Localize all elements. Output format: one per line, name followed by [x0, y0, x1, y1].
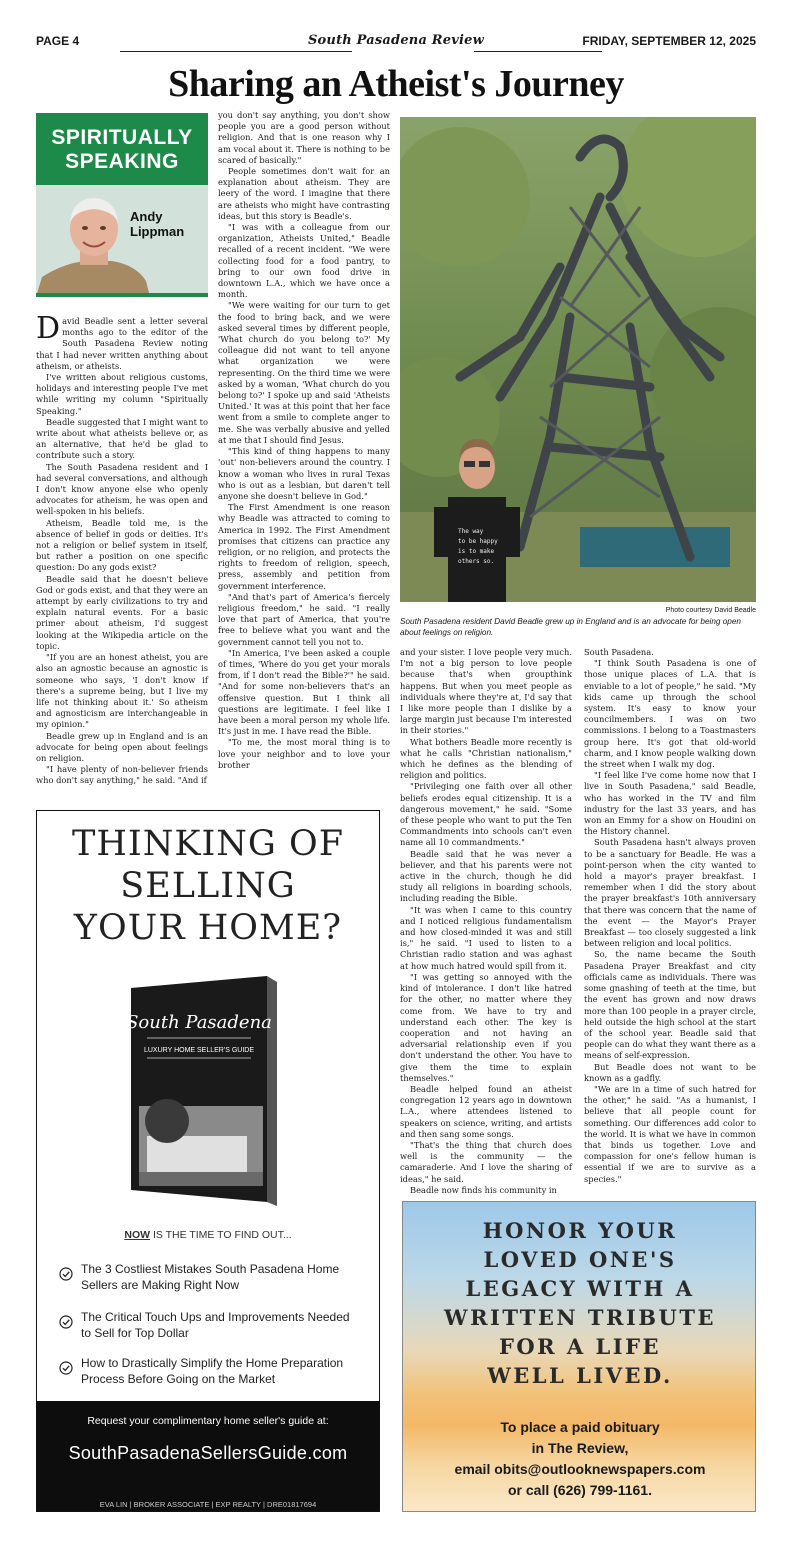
- article-paragraph: "To me, the most moral thing is to love your neighbor and to love your brother: [218, 737, 390, 770]
- article-paragraph: "I think South Pasadena is one of those unique places of L.A. that is enviable to a lot of people," he said. "My kids came up through the school system. It's easy to know your councilmembers. I was on two commissions. I belong to a Toastmasters group here. It's got that old-world charm, and I know people walking down the street when I walk my dog.: [584, 658, 756, 770]
- article-column-4: [584, 647, 756, 1185]
- author-last-name: Lippman: [130, 224, 185, 239]
- article-paragraph: "This kind of thing happens to many 'out' non-believers around the country. I know a woman who lives in rural Texas who is out as a lesbian, but daren't tell anyone she doesn't believe in God.": [218, 446, 390, 501]
- article-paragraph: and your sister. I love people very much. I'm not a big person to love people because that's when groupthink happens. But when you meet people as individuals where they're at, I'd say that I like more people than I dislike by a large margin just because I'm interested in their stories.": [400, 647, 572, 736]
- page-header: [36, 34, 756, 52]
- column-name-line1: SPIRITUALLY: [51, 126, 193, 149]
- article-paragraph: Beadle said that he was never a believer, and that his parents were not active in the church, though he did study all religions in boarding schools, including reading the Bible.: [400, 848, 572, 904]
- book-cover: [127, 976, 305, 1206]
- header-rule-left: [120, 51, 352, 52]
- obituary-info-line: To place a paid obituary: [500, 1419, 660, 1435]
- obituary-info-line: in The Review,: [531, 1440, 629, 1456]
- obituary-line: HONOR YOUR: [482, 1218, 678, 1243]
- ad-website-link[interactable]: SouthPasadenaSellersGuide.com: [68, 1443, 348, 1463]
- page-number: PAGE 4: [36, 34, 80, 48]
- ad-agent-info: EVA LIN | BROKER ASSOCIATE | EXP REALTY | DRE01817694: [99, 1500, 317, 1509]
- check-circle-icon: [59, 1267, 73, 1281]
- ad-subhead-text: IS THE TIME TO FIND OUT...: [150, 1229, 292, 1241]
- ad-subhead-emphasis: NOW: [124, 1229, 151, 1241]
- ad-benefit-text: How to Drastically Simplify the Home Preparation Process Before Going on the Market: [81, 1356, 344, 1386]
- ad-benefit-item: [59, 1309, 359, 1341]
- article-paragraph: "I feel like I've come home now that I live in South Pasadena," said Beadle, who has worked in the TV and film industry for the last 33 years, and has won an Emmy for a show on Houdini on the History channel.: [584, 770, 756, 837]
- article-paragraph: Beadle said that he doesn't believe God or gods exist, and that they were an attempt by early civilizations to try and explain natural events. For a basic primer about atheism, I'd suggest looking at the Wikipedia article on the topic.: [36, 573, 208, 651]
- book-subtitle: LUXURY HOME SELLER'S GUIDE: [143, 1047, 255, 1054]
- article-paragraph: But Beadle does not want to be known as a gadfly.: [584, 1061, 756, 1083]
- check-circle-icon: [59, 1315, 73, 1329]
- article-paragraph: Beadle grew up in England and is an advocate for being open about feelings on religion.: [36, 730, 208, 763]
- ad-headline-line2: SELLING: [120, 866, 296, 906]
- article-photo: [400, 117, 756, 602]
- article-paragraph: "If you are an honest atheist, you are also an agnostic because an agnostic is someone who says, 'I don't know if there's a supreme being, but I live my life not thinking about it.' So atheism and agnosticism are interchangeable in my opinion.": [36, 652, 208, 730]
- obituary-line: LEGACY WITH A: [465, 1276, 695, 1301]
- article-paragraph: "I was getting so annoyed with the kind of intolerance. I don't like hatred for the other, no matter where they come from. We have to try and understand each other. The key is cooperation and not having an adversarial relationship even if you don't understand the other. You have to give them the time to explain themselves.": [400, 971, 572, 1083]
- article-paragraph: you don't say anything, you don't show people you are a good person without religion. And that is one reason why I am vocal about it. There is nothing to be scared of basically.": [218, 110, 390, 165]
- author-name: [130, 209, 184, 239]
- article-paragraph: "In America, I've been asked a couple of times, 'Where do you get your morals from, if I don't read the Bible?'" he said. "And for some non-believers that's an offensive question. But I think all questions are legitimate. I feel like I have been a moral person my whole life. It's just in me. I have read the Bible.: [218, 647, 390, 737]
- sculpture-photo: [400, 117, 756, 602]
- obituary-line: FOR A LIFE: [498, 1334, 662, 1359]
- issue-date: FRIDAY, SEPTEMBER 12, 2025: [582, 34, 756, 48]
- svg-text:others so.: others so.: [458, 558, 495, 565]
- column-banner: [36, 113, 208, 185]
- obituary-email[interactable]: email obits@outlooknewspapers.com: [454, 1461, 706, 1477]
- article-paragraph: "I was with a colleague from our organization, Atheists United," Beadle recalled of a recent incident. "We were collecting food for a food pantry, to bring to our own food drive in downtown L.A., which we have once a month.: [218, 222, 390, 300]
- svg-text:is to make: is to make: [458, 548, 495, 555]
- obituary-line: WRITTEN TRIBUTE: [444, 1305, 716, 1330]
- photo-credit: Photo courtesy David Beadle: [665, 607, 756, 614]
- header-rule-right: [474, 51, 602, 52]
- obituary-phone[interactable]: or call (626) 799-1161.: [508, 1482, 652, 1498]
- guide-book-image: [127, 976, 305, 1206]
- obituary-line: LOVED ONE'S: [483, 1247, 677, 1272]
- article-paragraph: "Privileging one faith over all other beliefs erodes equal citizenship. It is a dangerous movement," he said. "Some of these people who want to put the Ten Commandments into schools can't even name all 10 commandments.": [400, 781, 572, 848]
- article-headline: Sharing an Atheist's Journey: [168, 63, 624, 105]
- ad-benefit-item: [59, 1355, 359, 1387]
- article-paragraph: Beadle helped found an atheist congregation 12 years ago in downtown L.A., where attendees listened to speakers on science, writing, and artists and then sang some songs.: [400, 1083, 572, 1139]
- obituary-message: [403, 1216, 756, 1390]
- article-paragraph: Atheism, Beadle told me, is the absence of belief in gods or deities. It's not a religion or belief system in itself, but rather a position on one specific question: Do any gods exist?: [36, 517, 208, 573]
- article-paragraph: What bothers Beadle more recently is what he calls "Christian nationalism," which he defines as the blending of religion and politics.: [400, 736, 572, 781]
- article-paragraph: "And that's part of America's fiercely religious freedom," he said. "I really love that part of America, that you're free to believe what you want and the government cannot tell you not to.: [218, 591, 390, 647]
- ad-benefit-text: The 3 Costliest Mistakes South Pasadena Home Sellers are Making Right Now: [81, 1262, 340, 1292]
- article-paragraph: The South Pasadena resident and I had several conversations, and although I don't know anyone else who openly advocates for atheism, he was open and well-spoken in his beliefs.: [36, 461, 208, 517]
- article-paragraph: South Pasadena hasn't always proven to be a sanctuary for Beadle. He was a point-person when the city wanted to hold a mayor's prayer breakfast. I remember when I did the story about the prayer breakfast's 10th anniversary that there was concern that the name of the event — the Mayor's Prayer Breakfast — too closely suggested a link between religion and local politics.: [584, 837, 756, 949]
- article-paragraph: The First Amendment is one reason why Beadle was attracted to coming to America in 1992. The First Amendment promises that citizens can practice any religion, or no religion, and protects the rights to freedom of religion, speech, press, assembly and petition from government interference.: [218, 502, 390, 591]
- photo-caption: South Pasadena resident David Beadle grew up in England and is an advocate for being open about feelings on religion.: [400, 617, 741, 637]
- article-paragraph: Beadle suggested that I might want to write about what atheists believe or, as an alternative, that he'd be glad to contribute such a story.: [36, 416, 208, 461]
- ad-headline-line3: YOUR HOME?: [73, 908, 343, 948]
- author-portrait: [36, 185, 208, 297]
- article-paragraph: "That's the thing that church does well is the community — the camaraderie. And I love the sharing of ideas," he said.: [400, 1139, 572, 1184]
- article-paragraph: So, the name became the South Pasadena Prayer Breakfast and city officials came as individuals. There was some gnashing of teeth at the time, but the event has grown and now draws more than 100 people in a prayer circle, held outside the high school at the start of the school year. Beadle said that people can do what they want there as a means of self-expression.: [584, 949, 756, 1061]
- article-paragraph: People sometimes don't wait for an explanation about atheism. They are leery of the word. I imagine that there are atheists who might have contrasting ideas, but this story is Beadle's.: [218, 166, 390, 221]
- ad-headline-line1: THINKING OF: [72, 824, 344, 864]
- article-paragraph: South Pasadena.: [584, 647, 654, 657]
- ad-request-text: Request your complimentary home seller's guide at:: [87, 1415, 329, 1427]
- obituary-ad: [402, 1201, 756, 1512]
- author-photo: [36, 185, 208, 297]
- check-circle-icon: [59, 1361, 73, 1375]
- article-paragraph: David Beadle sent a letter several months ago to the editor of the South Pasadena Review noting that I had never written anything about atheism, or atheists.: [36, 311, 208, 371]
- article-column-2: [218, 110, 390, 771]
- article-paragraph: "We are in a time of such hatred for the other," he said. "As a humanist, I believe that all people count for something. Our differences add color to the world. It is what we have in common that binds us together. Love and compassion for one's fellow human is essential if we are to survive as a species.": [584, 1083, 756, 1184]
- column-branding: [36, 113, 208, 303]
- paper-nameplate: South Pasadena Review: [307, 33, 485, 48]
- svg-text:The way: The way: [458, 528, 484, 535]
- article-paragraph: "It was when I came to this country and I noticed religious fundamentalism and how closed-minded it was and still is," he said. "I used to listen to a Christian radio station and was aghast at how much hatred would spill from it.: [400, 904, 572, 971]
- obituary-contact: [403, 1417, 756, 1501]
- article-column-1: [36, 311, 208, 787]
- article-column-3: [400, 647, 572, 1196]
- svg-text:to be happy: to be happy: [458, 538, 498, 545]
- ad-benefit-item: [59, 1261, 359, 1293]
- article-paragraph: "We were waiting for our turn to get the food to bring back, and we were asked several times by different people, 'What church do you belong to?' My colleague did not want to tell anyone what organization we were representing. On the third time we were asked by a woman, 'What church do you belong to?' I spoke up and said 'Atheists United.' It was at this point that her face went from a smile to complete anger to me. She was verbally abusive and yelled at me that I should find Jesus.: [218, 300, 390, 445]
- article-paragraph: "I have plenty of non-believer friends who don't say anything," he said. "And if: [36, 764, 208, 786]
- ad-subhead: [37, 1229, 379, 1241]
- book-title: South Pasadena: [127, 1012, 272, 1033]
- article-paragraph: Beadle now finds his community in: [410, 1184, 557, 1195]
- ad-headline: [37, 823, 379, 949]
- column-name-line2: SPEAKING: [65, 150, 179, 173]
- real-estate-ad: [36, 810, 380, 1512]
- obituary-line: WELL LIVED.: [487, 1363, 673, 1388]
- author-first-name: Andy: [130, 209, 163, 224]
- article-paragraph: I've written about religious customs, holidays and interesting people I've met while writing my column "Spiritually Speaking.": [36, 372, 208, 416]
- ad-benefit-text: The Critical Touch Ups and Improvements Needed to Sell for Top Dollar: [81, 1310, 350, 1340]
- ad-footer: [37, 1401, 379, 1512]
